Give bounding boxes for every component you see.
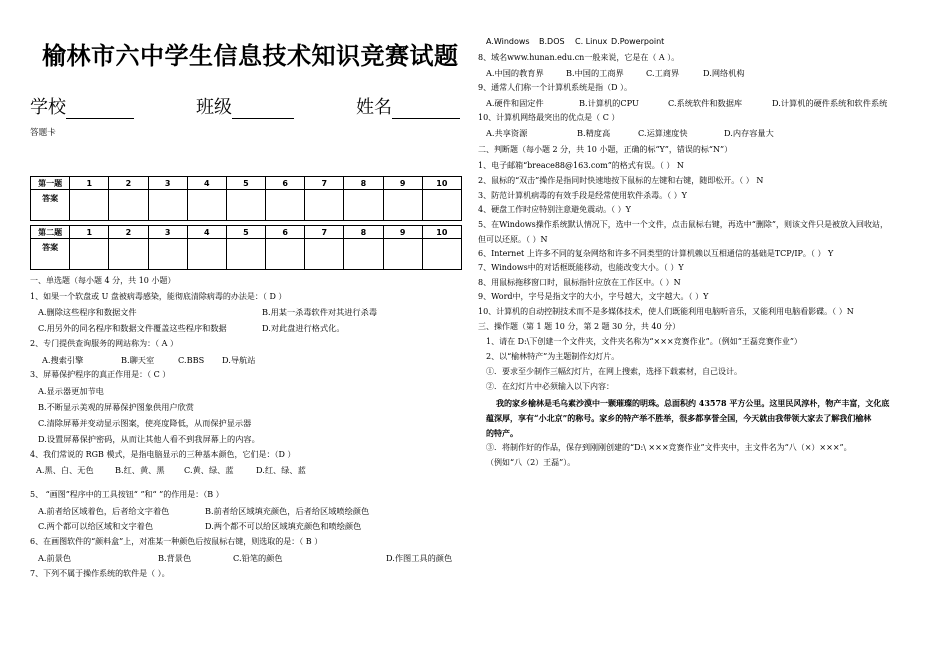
q7-option-b: B.DOS [539,37,565,46]
judge-item: 6、Internet 上许多不同的复杂网络和许多不同类型的计算机赖以互相通信的基础是TCP/IP。（ ） Y [478,249,834,258]
q8-option-a: A.中国的教育界 [486,68,544,78]
answer-label: 答案 [31,239,70,270]
q3-option-a: A.显示器更加节电 [38,386,104,396]
number-cell: 4 [187,226,226,239]
answer-cell[interactable] [266,190,305,221]
judge-item: 9、Word中，字号是指文字的大小，字号越大，文字越大。（ ）Y [478,292,709,301]
answer-cell[interactable] [109,190,148,221]
number-cell: 10 [422,177,461,190]
judge-item: 8、用鼠标拖移窗口时，鼠标指针应放在工作区中。（ ）N [478,278,681,287]
section3-title: 三、操作题（第 1 题 10 分，第 2 题 30 分，共 40 分） [478,322,681,331]
number-cell: 2 [109,177,148,190]
number-cell: 7 [305,226,344,239]
name-blank [392,102,460,119]
q5-stem: 5、 “画图”程序中的工具按钮“ ”和“ ”的作用是：（B ） [30,490,224,499]
number-cell: 4 [187,177,226,190]
q4-option-c: C.黄、绿、蓝 [184,465,234,475]
q5-option-c: C.两个都可以给区域和文字着色 [38,521,154,531]
answer-cell[interactable] [148,239,187,270]
q9-stem: 9、通常人们称一个计算机系统是指（D ）。 [478,83,633,92]
judge-item-continued: 但可以还原。（ ）N [478,235,548,244]
name-field [356,93,460,119]
exam-title: 榆林市六中学生信息技术知识竞赛试题 [42,42,459,70]
school-field [30,93,134,119]
q4-option-d: D.红、绿、蓝 [256,465,306,475]
q6-option-d: D.作图工具的颜色 [386,553,453,563]
q8-option-c: C.工商界 [646,68,680,78]
answer-cell[interactable] [187,239,226,270]
q9-option-a: A.硬件和固定件 [486,98,544,108]
number-cell: 1 [70,177,109,190]
operation-task-2-step-3: ③．将制作好的作品，保存到刚刚创建的“D:\ ×××竞赛作业”文件夹中，主文件名为“八（×）×××”。 [486,443,852,452]
answer-cell[interactable] [383,190,422,221]
number-cell: 8 [344,226,383,239]
q9-option-c: C.系统软件和数据库 [668,98,743,108]
q10-option-a: A.共享资源 [486,128,528,138]
operation-task-2-step-1: ①．要求至少制作三幅幻灯片，在网上搜索，选择下载素材，自己设计。 [486,367,742,376]
row-label: 第二题 [31,226,70,239]
q8-option-b: B.中国的工商界 [566,68,624,78]
judge-item: 2、鼠标的“双击”操作是指同时快速地按下鼠标的左键和右键，随即松开。（ ） N [478,176,764,185]
q4-option-b: B.红、黄、黑 [115,465,165,475]
q7-option-c: C. Linux [575,37,608,46]
answer-row-1-numbers [31,177,462,190]
school-label: 学校 [30,97,66,118]
number-cell: 7 [305,177,344,190]
judge-item: 7、Windows中的对话框既能移动，也能改变大小。（ ）Y [478,263,684,272]
row-label: 第一题 [31,177,70,190]
answer-card-label: 答题卡 [30,128,56,138]
answer-cell[interactable] [70,190,109,221]
q10-option-b: B.精度高 [577,128,611,138]
answer-cell[interactable] [422,239,461,270]
section1-title: 一、单选题（每小题 4 分，共 10 小题） [30,276,176,285]
q1-option-d: D.对此盘进行格式化。 [262,323,345,333]
class-field [196,93,294,119]
section2-title: 二、判断题（每小题 2 分，共 10 小题，正确的标“Y”，错误的标“N”） [478,145,733,154]
passage-line-2: 蕴深厚，享有“小北京”的称号。家乡的特产举不胜举，很多都享誉全国，今天就由我带领大家去了解我们榆林 [486,413,872,423]
answer-cell[interactable] [70,239,109,270]
judge-item: 4、硬盘工作时应特别注意避免震动。（ ）Y [478,205,631,214]
q3-option-c: C.清除屏幕并变动显示图案，使亮度降低，从而保护显示器 [38,418,252,428]
class-blank [232,102,294,119]
answer-table [30,176,462,270]
answer-cell[interactable] [109,239,148,270]
number-cell: 6 [266,226,305,239]
answer-label: 答案 [31,190,70,221]
q3-option-d: D.设置屏幕保护密码，从而让其他人看不到我屏幕上的内容。 [38,434,260,444]
passage-line-3: 的特产。 [486,428,518,438]
answer-cell[interactable] [344,239,383,270]
q6-stem: 6、在画图软件的“颜料盒”上，对准某一种颜色后按鼠标右键，则选取的是：（ B ） [30,537,323,546]
judge-item: 3、防范计算机病毒的有效手段是经常使用软件杀毒。（ ）Y [478,191,687,200]
q10-stem: 10、计算机网络最突出的优点是（ C ） [478,113,620,122]
q4-stem: 4、我们常说的 RGB 模式，是指电脑显示的三种基本颜色，它们是：（D ） [30,450,296,459]
q7-option-a: A.Windows [486,37,530,46]
q2-option-c: C.BBS [178,355,205,365]
q2-option-d: D.导航站 [222,355,256,365]
q6-option-b: B.背景色 [158,553,192,563]
operation-task-2-step-2: ②．在幻灯片中必须输入以下内容： [486,382,614,391]
q10-option-c: C.运算速度快 [638,128,688,138]
operation-task-1: 1、请在 D:\下创建一个文件夹，文件夹名称为“×××竞赛作业”。（例如“王磊竞赛作业”） [486,337,802,346]
answer-cell[interactable] [422,190,461,221]
q1-option-a: A.删除这些程序和数据文件 [38,307,137,317]
answer-cell[interactable] [187,190,226,221]
number-cell: 3 [148,177,187,190]
q6-option-a: A.前景色 [38,553,72,563]
number-cell: 3 [148,226,187,239]
q5-option-a: A.前者给区域着色，后者给文字着色 [38,506,170,516]
operation-task-2: 2、以“榆林特产”为主题制作幻灯片。 [486,352,620,361]
q3-option-b: B.不断显示美观的屏幕保护图象供用户欣赏 [38,402,194,412]
q4-option-a: A.黑、白、无色 [36,465,94,475]
answer-cell[interactable] [344,190,383,221]
number-cell: 5 [226,177,265,190]
number-cell: 9 [383,177,422,190]
q7-stem: 7、下列不属于操作系统的软件是（ ）。 [30,569,170,578]
class-label: 班级 [196,97,232,118]
answer-cell[interactable] [226,239,265,270]
q1-option-c: C.用另外的同名程序和数据文件覆盖这些程序和数据 [38,323,227,333]
q2-stem: 2、专门提供查询服务的网站称为：（ A ） [30,339,178,348]
q7-option-d: D.Powerpoint [611,37,665,46]
number-cell: 5 [226,226,265,239]
q3-stem: 3、屏幕保护程序的真正作用是：（ C ） [30,370,171,379]
answer-cell[interactable] [148,190,187,221]
answer-cell[interactable] [383,239,422,270]
number-cell: 6 [266,177,305,190]
number-cell: 8 [344,177,383,190]
number-cell: 1 [70,226,109,239]
q5-option-d: D.两个都不可以给区域填充颜色和喷绘颜色 [205,521,362,531]
operation-task-2-example: （例如“八（2）王磊”）。 [486,458,576,467]
answer-cell[interactable] [266,239,305,270]
number-cell: 9 [383,226,422,239]
q6-option-c: C.铅笔的颜色 [233,553,283,563]
q9-option-b: B.计算机的CPU [579,98,639,108]
name-label: 姓名 [356,97,392,118]
q2-option-a: A.搜索引擎 [42,355,84,365]
q5-option-b: B.前者给区域填充颜色，后者给区域喷绘颜色 [205,506,370,516]
q1-stem: 1、如果一个软盘或 U 盘被病毒感染，能彻底清除病毒的办法是：（ D ） [30,292,287,301]
passage-line-1: 我的家乡榆林是毛乌素沙漠中一颗璀璨的明珠。总面积约 43578 平方公里。这里民风淳朴，物产丰富，文化底 [496,398,890,408]
judge-item: 1、电子邮箱“breace88@163.com”的格式有误。（ ） N [478,161,684,170]
judge-item: 5、在Windows操作系统默认情况下，选中一个文件，点击鼠标右键，再选中“删除”，则该文件只是被放入回收站， [478,220,888,229]
q10-option-d: D.内存容量大 [724,128,774,138]
number-cell: 2 [109,226,148,239]
answer-cell[interactable] [305,190,344,221]
q9-option-d: D.计算机的硬件系统和软件系统 [772,98,888,108]
school-blank [66,102,134,119]
answer-cell[interactable] [226,190,265,221]
answer-cell[interactable] [305,239,344,270]
answer-row-1-answers [31,190,462,221]
judge-item: 10、计算机的自动控制技术而不是多媒体技术，使人们既能利用电脑听音乐，又能利用电脑看影碟。（ ）N [478,307,854,316]
q1-option-b: B.用某一杀毒软件对其进行杀毒 [262,307,378,317]
q2-option-b: B.聊天室 [121,355,155,365]
answer-row-2-answers [31,239,462,270]
answer-row-2-numbers [31,226,462,239]
q8-option-d: D.网络机构 [703,68,745,78]
q8-stem: 8、域名www.hunan.edu.cn一般来说，它是在（ A ）。 [478,53,680,62]
number-cell: 10 [422,226,461,239]
